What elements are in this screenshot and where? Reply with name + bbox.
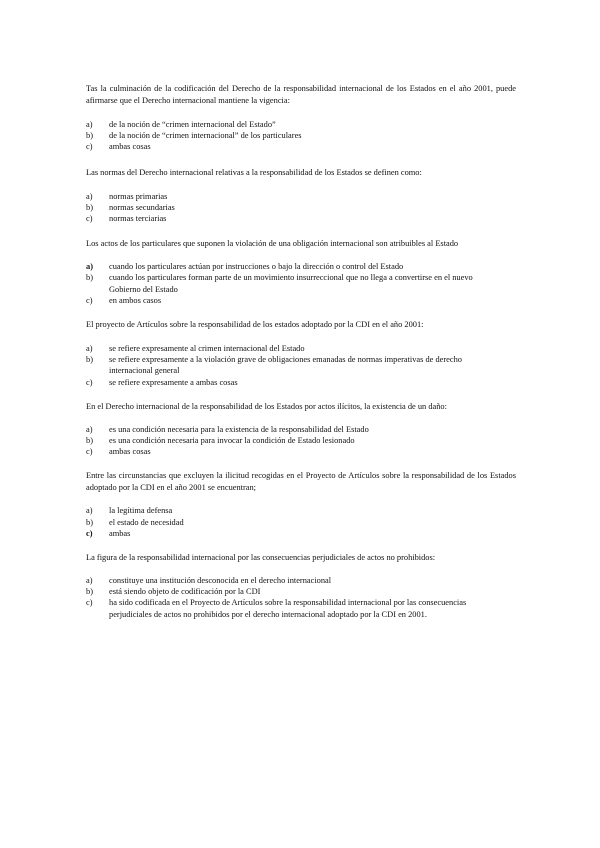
option-item [86,295,516,306]
option-list [86,575,516,620]
option-item [86,377,516,388]
option-marker: c) [86,214,93,224]
option-item [86,130,516,141]
option-text: ambas cosas [109,447,151,457]
option-item [86,141,516,152]
option-item [86,424,516,435]
option-text: normas primarias [109,191,168,201]
option-item [86,272,516,294]
question-3 [86,238,516,306]
option-marker: c) [86,295,93,305]
option-text: de la noción de “crimen internacional” de los particulares [109,131,302,141]
option-marker: b) [86,131,93,141]
option-text: es una condición necesaria para invocar la condición de Estado lesionado [109,436,355,446]
question-stem: Los actos de los particulares que suponen la violación de una obligación internacional son atribuibles al Estado [86,239,459,249]
option-text: en ambos casos [109,295,162,305]
option-item [86,505,516,516]
option-item [86,119,516,130]
question-6 [86,470,516,539]
option-marker: c) [86,447,93,457]
question-4 [86,319,516,388]
option-text: ha sido codificada en el Proyecto de Artículos sobre la responsabilidad internacional por las consecuencias perjudiciales de actos no prohibidos por el derecho internacional adoptado por la CDI en 2001. [109,598,467,619]
question-5 [86,401,516,458]
option-text: se refiere expresamente a la violación grave de obligaciones emanadas de normas imperativas de derecho internacional general [109,355,462,376]
option-marker: b) [86,436,93,446]
option-list [86,505,516,539]
option-list [86,424,516,458]
question-stem: El proyecto de Artículos sobre la responsabilidad de los estados adoptado por la CDI en el año 2001: [86,320,424,330]
option-item [86,575,516,586]
question-stem: La figura de la responsabilidad internacional por las consecuencias perjudiciales de actos no prohibidos: [86,553,436,563]
option-text: se refiere expresamente al crimen internacional del Estado [109,344,305,354]
option-text: de la noción de “crimen internacional del Estado” [109,120,276,129]
option-text: normas terciarias [109,214,167,224]
option-list [86,191,516,225]
option-marker: a) [86,120,93,129]
document-body [86,83,516,620]
option-marker: b) [86,517,93,527]
question-stem: Entre las circunstancias que excluyen la ilicitud recogidas en el Proyecto de Artículos sobre la responsabilidad de los Estados adoptado por la CDI en el año 2001 se encuentran; [86,471,516,493]
question-stem: En el Derecho internacional de la responsabilidad de los Estados por actos ilícitos, la existencia de un daño: [86,401,447,411]
option-item [86,597,516,619]
option-marker: b) [86,273,93,283]
option-item [86,354,516,376]
question-stem: Las normas del Derecho internacional relativas a la responsabilidad de los Estados se definen como: [86,167,422,177]
option-text: normas secundarias [109,202,175,212]
option-marker: a) [86,576,93,586]
option-text: es una condición necesaria para la existencia de la responsabilidad del Estado [109,424,369,434]
option-item [86,213,516,224]
option-marker: b) [86,202,93,212]
question-7 [86,552,516,620]
option-list [86,261,516,306]
option-text: la legítima defensa [109,506,173,516]
option-text: ambas [109,528,131,538]
option-item [86,517,516,528]
option-marker: b) [86,355,93,365]
option-item [86,343,516,354]
option-list [86,343,516,388]
option-marker: a) [86,424,93,434]
option-marker: c) [86,598,93,608]
option-item [86,446,516,457]
option-list [86,119,516,153]
option-marker: a) [86,344,93,354]
option-marker: a) [86,506,93,516]
option-item [86,202,516,213]
option-marker: c) [86,377,93,387]
option-text: constituye una institución desconocida en el derecho internacional [109,576,332,586]
option-item [86,586,516,597]
option-marker: a) [86,262,93,272]
option-text: cuando los particulares actúan por instrucciones o bajo la dirección o control del Estado [109,262,404,272]
question-1 [86,83,516,153]
option-text: está siendo objeto de codificación por la CDI [109,587,261,597]
option-text: ambas cosas [109,142,151,152]
option-item [86,261,516,272]
option-marker: a) [86,191,93,201]
option-text: el estado de necesidad [109,517,184,527]
question-2 [86,167,516,225]
option-item [86,435,516,446]
option-marker: b) [86,587,93,597]
option-text: se refiere expresamente a ambas cosas [109,377,238,387]
option-item [86,528,516,539]
option-text: cuando los particulares forman parte de un movimiento insurreccional que no llega a convertirse en el nuevo Gobierno del Estado [109,273,473,294]
option-marker: c) [86,528,93,538]
question-stem: Tas la culminación de la codificación del Derecho de la responsabilidad internacional de los Estados en el año 2001, puede afirmarse que el Derecho internacional mantiene la vigencia: [86,84,516,105]
option-item [86,191,516,202]
option-marker: c) [86,142,93,152]
